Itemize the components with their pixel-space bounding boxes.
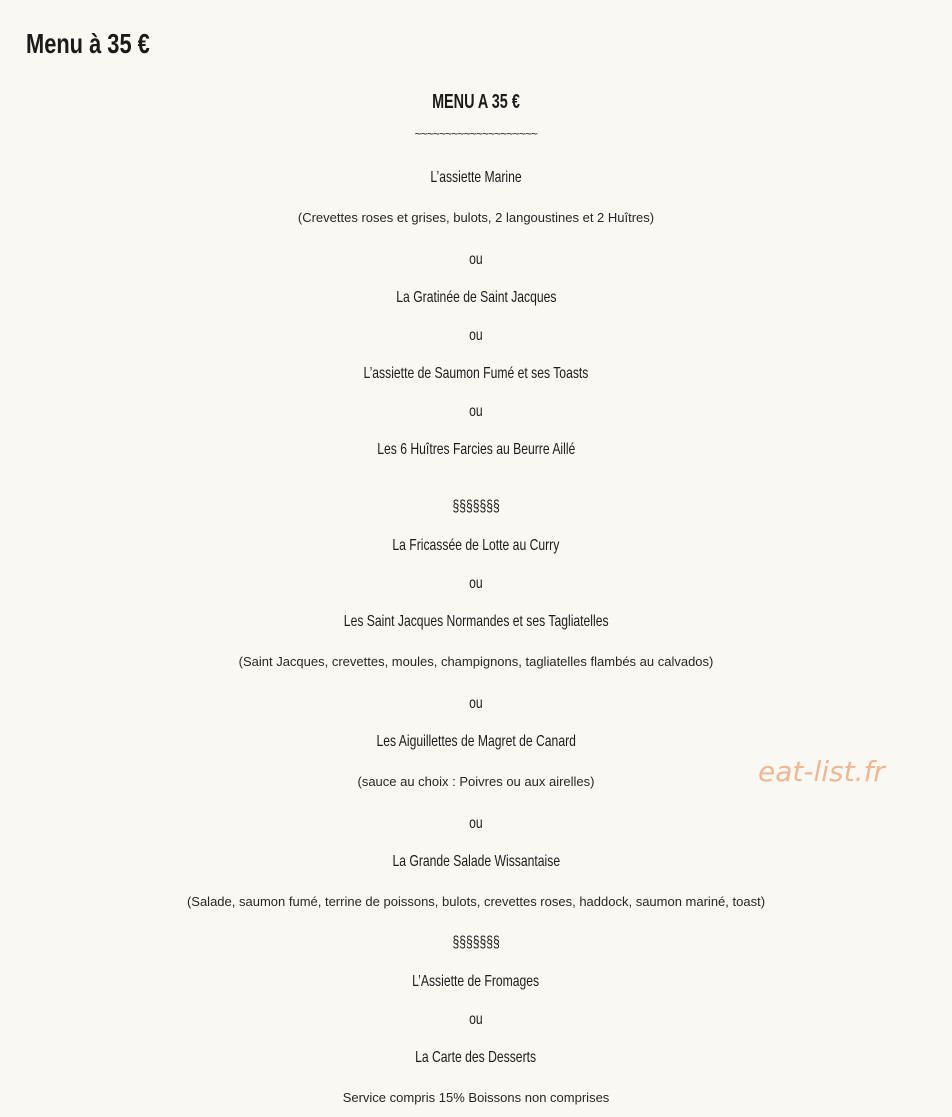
plat-item-aiguillettes-magret-description: (sauce au choix : Poivres ou aux airelles) bbox=[357, 774, 595, 789]
plat-item-aiguillettes-magret: Les Aiguillettes de Magret de Canard bbox=[376, 733, 576, 750]
plat-item-saint-jacques-normandes: Les Saint Jacques Normandes et ses Tagliatelles bbox=[343, 613, 609, 630]
menu-heading: MENU A 35 € bbox=[432, 91, 520, 113]
page-title: Menu à 35 € bbox=[26, 28, 150, 59]
tilde-divider: ~~~~~~~~~~~~~~~~~~~~ bbox=[414, 127, 538, 140]
course-separator: §§§§§§§ bbox=[452, 498, 500, 515]
plat-item-saint-jacques-normandes-description: (Saint Jacques, crevettes, moules, champignons, tagliatelles flambés au calvados) bbox=[238, 654, 714, 669]
plat-item-fricassee-lotte: La Fricassée de Lotte au Curry bbox=[392, 537, 560, 554]
entree-item-huitres-farcies: Les 6 Huîtres Farcies au Beurre Aillé bbox=[376, 441, 576, 458]
course-separator: §§§§§§§ bbox=[452, 934, 500, 951]
or-separator: ou bbox=[469, 403, 483, 420]
or-separator: ou bbox=[469, 815, 483, 832]
service-note: Service compris 15% Boissons non comprises bbox=[342, 1090, 610, 1105]
or-separator: ou bbox=[469, 1011, 483, 1028]
entree-item-assiette-marine-description: (Crevettes roses et grises, bulots, 2 langoustines et 2 Huîtres) bbox=[297, 210, 655, 225]
dessert-item-carte-desserts: La Carte des Desserts bbox=[415, 1049, 537, 1066]
plat-item-grande-salade: La Grande Salade Wissantaise bbox=[392, 853, 560, 870]
watermark: eat-list.fr bbox=[758, 755, 885, 788]
or-separator: ou bbox=[469, 575, 483, 592]
or-separator: ou bbox=[469, 695, 483, 712]
entree-item-saumon-fume: L’assiette de Saumon Fumé et ses Toasts bbox=[363, 365, 589, 382]
or-separator: ou bbox=[469, 327, 483, 344]
entree-item-gratinee-saint-jacques: La Gratinée de Saint Jacques bbox=[395, 289, 557, 306]
entree-item-assiette-marine: L’assiette Marine bbox=[430, 169, 522, 186]
dessert-item-fromages: L’Assiette de Fromages bbox=[412, 973, 540, 990]
or-separator: ou bbox=[469, 251, 483, 268]
plat-item-grande-salade-description: (Salade, saumon fumé, terrine de poissons, bulots, crevettes roses, haddock, saumon mariné, toast) bbox=[186, 894, 766, 909]
